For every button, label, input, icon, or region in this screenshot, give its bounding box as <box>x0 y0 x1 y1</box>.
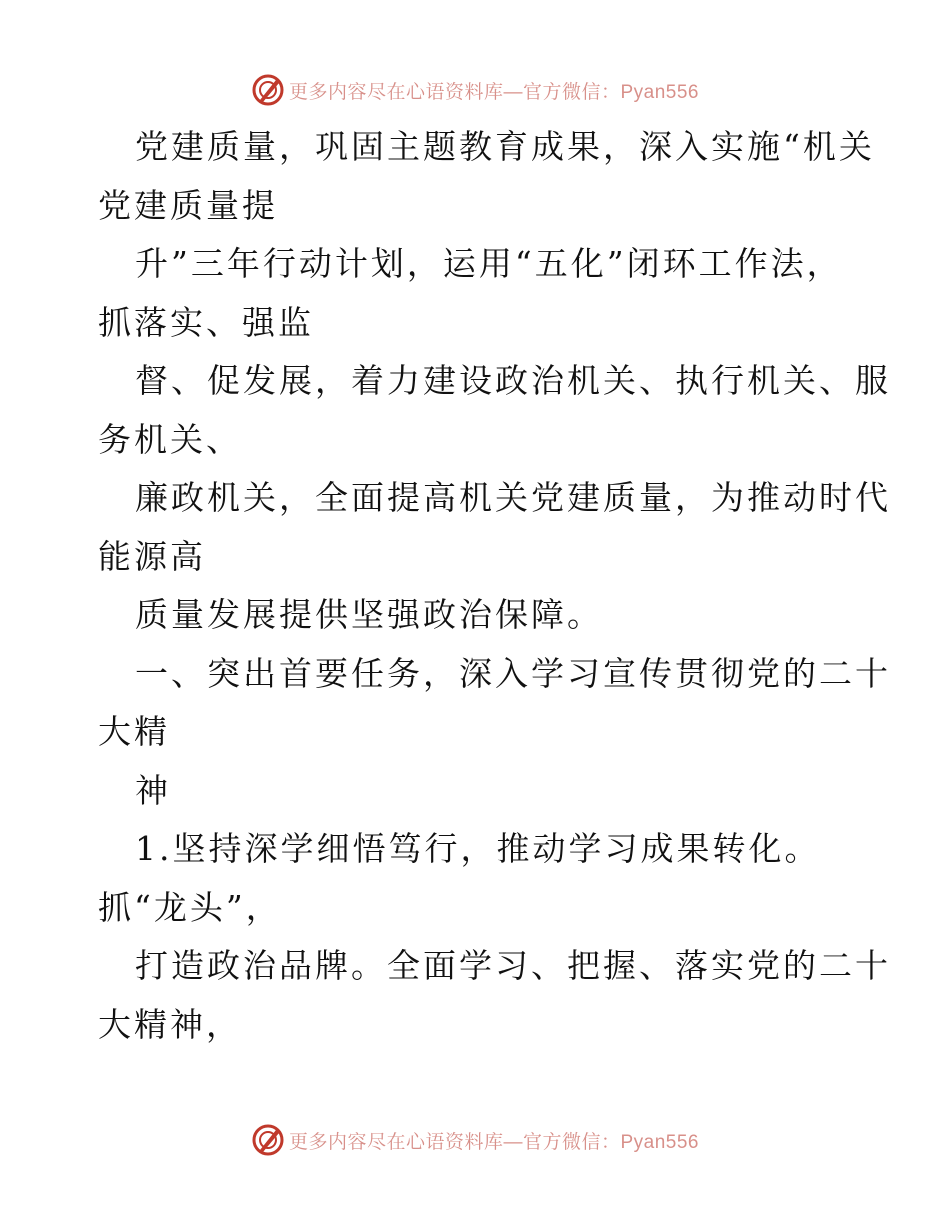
watermark-text: 更多内容尽在心语资料库—官方微信：Pyan556 <box>288 81 699 103</box>
text-line: 打造政治品牌。全面学习、把握、落实党的二十 <box>135 946 891 985</box>
pen-seal-logo-icon <box>251 1123 285 1157</box>
text-line: 抓“龙头”， <box>98 887 282 927</box>
document-body <box>98 118 891 1054</box>
footer-watermark <box>0 1120 950 1160</box>
text-line: 大精神， <box>98 1004 242 1044</box>
text-line: 能源高 <box>98 536 206 576</box>
text-line: 党建质量，巩固主题教育成果，深入实施“机关 <box>135 127 875 166</box>
section-heading-cont: 神 <box>135 770 171 810</box>
pen-seal-logo-icon <box>251 73 285 107</box>
text-line: 升”三年行动计划，运用“五化”闭环工作法， <box>135 244 843 283</box>
section-heading-cont: 大精 <box>98 712 170 751</box>
section-heading: 一、突出首要任务，深入学习宣传贯彻党的二十 <box>135 653 891 693</box>
text-line: 质量发展提供坚强政治保障。 <box>135 595 603 634</box>
text-line: 抓落实、强监 <box>98 302 314 342</box>
watermark-text: 更多内容尽在心语资料库—官方微信：Pyan556 <box>288 1131 699 1153</box>
text-line: 督、促发展，着力建设政治机关、执行机关、服 <box>135 361 891 400</box>
text-line: 廉政机关，全面提高机关党建质量，为推动时代 <box>135 478 891 517</box>
text-line: 务机关、 <box>98 419 242 459</box>
subsection-heading: 1.坚持深学细悟笃行，推动学习成果转化。 <box>135 829 821 868</box>
text-line: 党建质量提 <box>98 185 278 225</box>
header-watermark <box>0 70 950 110</box>
